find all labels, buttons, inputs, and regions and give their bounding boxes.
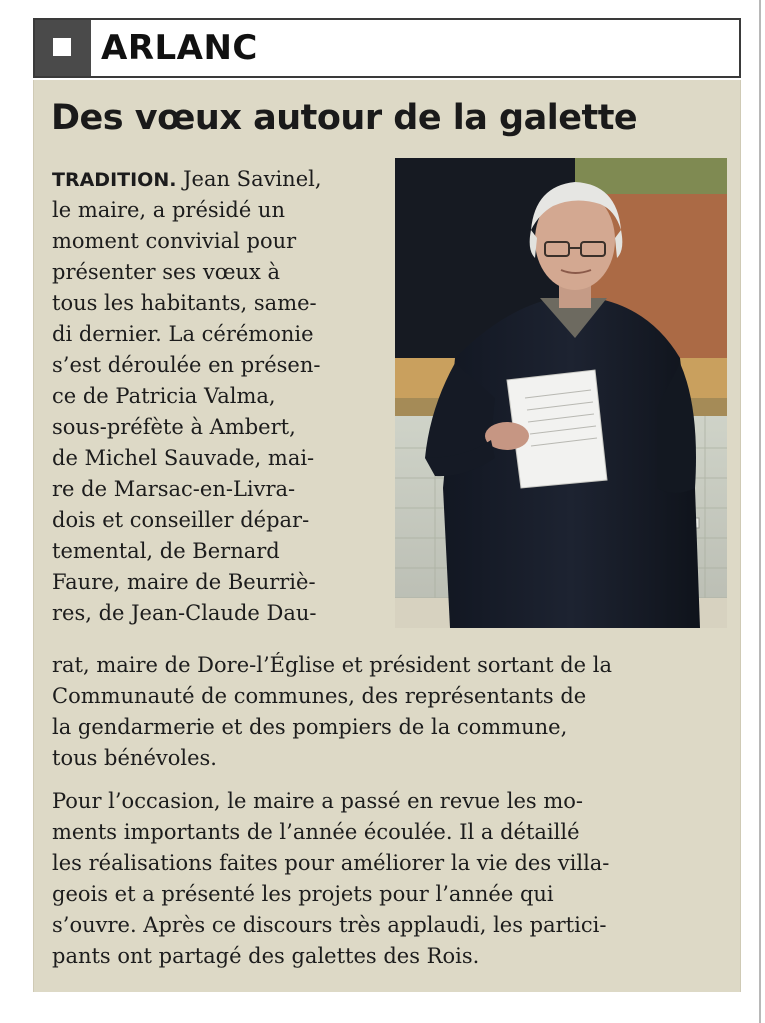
- article-text-line-19: tous bénévoles.: [52, 746, 217, 770]
- article-text-line-3: moment convivial pour: [52, 229, 297, 253]
- article-headline: Des vœux autour de la galette: [51, 98, 638, 138]
- page-edge-rule: [759, 0, 761, 1023]
- article-text-line-9: sous-préfète à Ambert,: [52, 415, 296, 439]
- article-text-line-25: pants ont partagé des galettes des Rois.: [52, 944, 480, 968]
- article-text-line-5: tous les habitants, same-: [52, 291, 317, 315]
- article-kicker: TRADITION.: [52, 169, 177, 191]
- article-text-line-7: s’est déroulée en présen-: [52, 353, 321, 377]
- article-text-line-4: présenter ses vœux à: [52, 260, 281, 284]
- article-text-line-18: la gendarmerie et des pompiers de la commune,: [52, 715, 568, 739]
- article-text-line-15: res, de Jean-Claude Dau-: [52, 601, 317, 625]
- article-text-line-17: Communauté de communes, des représentants de: [52, 684, 587, 708]
- article-text-line-23: geois et a présenté les projets pour l’année qui: [52, 882, 554, 906]
- article-text-line-2: le maire, a présidé un: [52, 198, 285, 222]
- article-text-line-14: Faure, maire de Beurriè-: [52, 570, 316, 594]
- section-header: [33, 18, 741, 78]
- article-text-line-13: temental, de Bernard: [52, 539, 280, 563]
- article-text-line-22: les réalisations faites pour améliorer la vie des villa-: [52, 851, 610, 875]
- article-text-line-20: Pour l’occasion, le maire a passé en revue les mo-: [52, 789, 584, 813]
- article-text-line-12: dois et conseiller dépar-: [52, 508, 310, 532]
- article-text-line-24: s’ouvre. Après ce discours très applaudi, les partici-: [52, 913, 607, 937]
- article-panel: [33, 80, 741, 992]
- article-text-line-1: TRADITION. Jean Savinel,: [52, 167, 322, 191]
- article-text-line-6: di dernier. La cérémonie: [52, 322, 314, 346]
- section-title: ARLANC: [101, 28, 258, 68]
- article-text-line-10: de Michel Sauvade, mai-: [52, 446, 315, 470]
- article-text-line-21: ments importants de l’année écoulée. Il a détaillé: [52, 820, 580, 844]
- section-marker-icon: [35, 20, 91, 76]
- photo-man-reading-speech: [395, 158, 727, 628]
- article-text-line-16: rat, maire de Dore-l’Église et président sortant de la: [52, 653, 612, 677]
- article-text-line-11: re de Marsac-en-Livra-: [52, 477, 296, 501]
- article-text-line-8: ce de Patricia Valma,: [52, 384, 276, 408]
- article-photo: [395, 158, 727, 628]
